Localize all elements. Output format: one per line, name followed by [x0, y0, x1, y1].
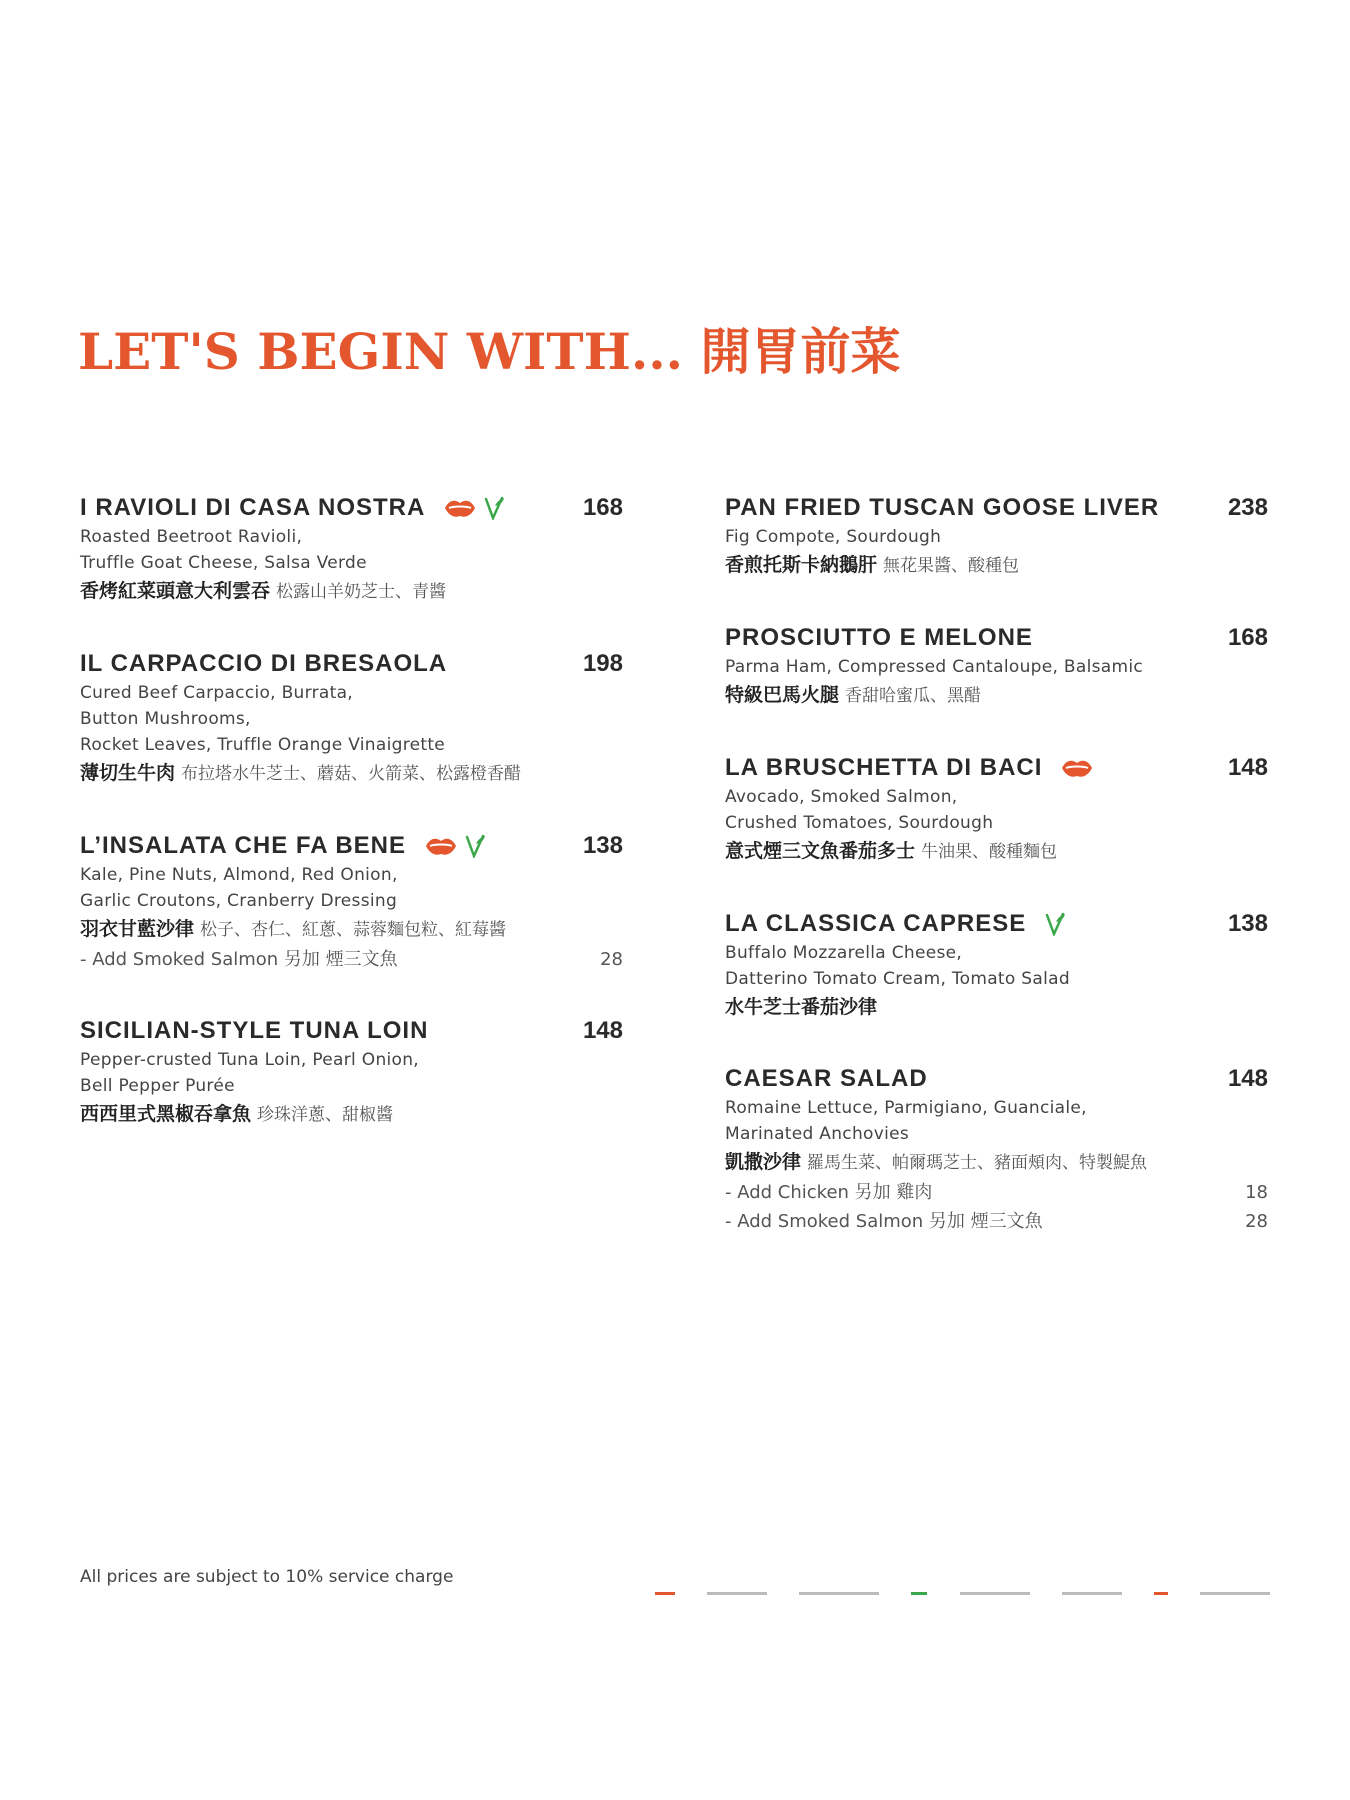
menu-item-description: Romaine Lettuce, Parmigiano, Guanciale, [725, 1098, 1087, 1118]
menu-item-price: 138 [582, 832, 623, 859]
menu-item-header [725, 492, 1268, 524]
menu-item-chinese [80, 576, 623, 607]
menu-item-name-text: PAN FRIED TUSCAN GOOSE LIVER [725, 494, 1160, 521]
dish-icons [424, 834, 486, 858]
menu-item-header [725, 622, 1268, 654]
menu-item-chinese [725, 992, 1268, 1022]
menu-item-description: Truffle Goat Cheese, Salsa Verde [80, 553, 367, 573]
menu-item-description: Fig Compote, Sourdough [725, 527, 942, 547]
menu-item-description: Rocket Leaves, Truffle Orange Vinaigrette [80, 735, 446, 755]
menu-item-price: 148 [1227, 1065, 1268, 1092]
menu-item-header [725, 1063, 1268, 1095]
dish-icons [443, 496, 505, 520]
legend-strip [655, 1590, 1270, 1596]
menu-item-name [725, 908, 1066, 940]
vegetarian-icon [464, 834, 486, 858]
menu-item-name [725, 492, 1159, 524]
menu-item-chinese-name: 水牛芝士番茄沙律 [725, 996, 878, 1018]
menu-item [725, 492, 1268, 581]
menu-item-name [80, 492, 505, 524]
menu-item-chinese-description: 無花果醬、酸種包 [883, 556, 1020, 576]
menu-item-price: 148 [582, 1017, 623, 1044]
dish-icons [1044, 912, 1066, 936]
menu-item-description: Marinated Anchovies [725, 1124, 910, 1144]
menu-item-header [80, 1015, 623, 1047]
menu-item [80, 492, 623, 607]
menu-item [725, 1063, 1268, 1236]
menu-item [725, 752, 1268, 867]
menu-item-chinese [80, 1099, 623, 1130]
menu-item [725, 622, 1268, 711]
lips-icon [443, 497, 477, 519]
menu-item [725, 908, 1268, 1022]
left-column [80, 492, 623, 1171]
menu-item-chinese [725, 680, 1268, 711]
menu-item-header [725, 752, 1268, 784]
menu-item-price: 138 [1227, 910, 1268, 937]
addon-price: 28 [1245, 1211, 1268, 1232]
menu-item-name-text: CAESAR SALAD [725, 1065, 928, 1092]
addon-label: - Add Chicken 另加 雞肉 [725, 1182, 933, 1203]
menu-item-chinese-description: 珍珠洋蔥、甜椒醬 [257, 1105, 394, 1125]
menu-item-chinese-name: 羽衣甘藍沙律 [80, 918, 195, 940]
menu-item-chinese-name: 香烤紅菜頭意大利雲吞 [80, 580, 271, 602]
dish-icons [1060, 757, 1094, 779]
menu-item-description: Crushed Tomatoes, Sourdough [725, 813, 994, 833]
menu-item-chinese-description: 牛油果、酸種麵包 [921, 842, 1058, 862]
menu-item-name-text: SICILIAN-STYLE TUNA LOIN [80, 1017, 429, 1044]
menu-item-chinese-description: 松子、杏仁、紅蔥、蒜蓉麵包粒、紅莓醬 [200, 920, 507, 940]
menu-item [80, 830, 623, 974]
menu-item-description: Parma Ham, Compressed Cantaloupe, Balsamic [725, 657, 1144, 677]
menu-item-description: Cured Beef Carpaccio, Burrata, [80, 683, 354, 703]
menu-item-addon [725, 1178, 1268, 1207]
menu-item-description: Kale, Pine Nuts, Almond, Red Onion, [80, 865, 398, 885]
menu-item-chinese-name: 香煎托斯卡納鵝肝 [725, 554, 878, 576]
menu-item-description: Pepper-crusted Tuna Loin, Pearl Onion, [80, 1050, 420, 1070]
addon-label: - Add Smoked Salmon 另加 煙三文魚 [725, 1211, 1043, 1232]
menu-item [80, 1015, 623, 1130]
service-charge-note: All prices are subject to 10% service charge [80, 1567, 454, 1587]
menu-item-name-text: I RAVIOLI DI CASA NOSTRA [80, 494, 426, 521]
menu-item-price: 238 [1227, 494, 1268, 521]
lips-icon [1060, 757, 1094, 779]
menu-item-chinese [725, 1147, 1268, 1178]
menu-item-name [725, 622, 1033, 654]
menu-item-addon [80, 945, 623, 974]
menu-item-price: 168 [582, 494, 623, 521]
menu-item-chinese-name: 薄切生牛肉 [80, 762, 176, 784]
menu-item-price: 198 [582, 650, 623, 677]
menu-item-chinese-name: 凱撒沙律 [725, 1151, 802, 1173]
menu-item-chinese-description: 香甜哈蜜瓜、黑醋 [845, 686, 982, 706]
menu-item-chinese [80, 914, 623, 945]
menu-item-description: Avocado, Smoked Salmon, [725, 787, 958, 807]
menu-item-chinese-description: 羅馬生菜、帕爾瑪芝士、豬面頰肉、特製鯷魚 [807, 1153, 1148, 1173]
menu-item [80, 648, 623, 789]
addon-price: 18 [1245, 1182, 1268, 1203]
lips-icon [424, 835, 458, 857]
menu-item-header [80, 492, 623, 524]
addon-label: - Add Smoked Salmon 另加 煙三文魚 [80, 949, 398, 970]
menu-item-addon [725, 1207, 1268, 1236]
menu-item-name [725, 752, 1094, 784]
menu-item-description: Bell Pepper Purée [80, 1076, 235, 1096]
menu-item-chinese [80, 758, 623, 789]
menu-item-header [80, 648, 623, 680]
menu-item-description: Datterino Tomato Cream, Tomato Salad [725, 969, 1070, 989]
menu-item-chinese [725, 550, 1268, 581]
menu-item-name [80, 1015, 428, 1047]
menu-item-name-text: L’INSALATA CHE FA BENE [80, 832, 407, 859]
menu-item-chinese-name: 西西里式黑椒吞拿魚 [80, 1103, 252, 1125]
menu-item-price: 148 [1227, 754, 1268, 781]
menu-item-name-text: LA BRUSCHETTA DI BACI [725, 754, 1043, 781]
menu-item-name-text: LA CLASSICA CAPRESE [725, 910, 1027, 937]
menu-item-name [725, 1063, 928, 1095]
menu-item-chinese-name: 意式煙三文魚番茄多士 [725, 840, 916, 862]
right-column [725, 492, 1268, 1277]
menu-item-description: Garlic Croutons, Cranberry Dressing [80, 891, 398, 911]
menu-item-chinese [725, 836, 1268, 867]
menu-item-description: Button Mushrooms, [80, 709, 251, 729]
menu-item-chinese-description: 松露山羊奶芝士、青醬 [276, 582, 447, 602]
menu-item-chinese-name: 特級巴馬火腿 [725, 684, 840, 706]
menu-item-name-text: PROSCIUTTO E MELONE [725, 624, 1033, 651]
menu-item-header [725, 908, 1268, 940]
page-title: LET'S BEGIN WITH... 開胃前菜 [78, 322, 901, 381]
menu-item-name [80, 648, 447, 680]
menu-item-name-text: IL CARPACCIO DI BRESAOLA [80, 650, 448, 677]
menu-item-name [80, 830, 486, 862]
menu-item-header [80, 830, 623, 862]
vegetarian-icon [483, 496, 505, 520]
addon-price: 28 [600, 949, 623, 970]
menu-item-description: Roasted Beetroot Ravioli, [80, 527, 303, 547]
vegetarian-icon [1044, 912, 1066, 936]
menu-item-chinese-description: 布拉塔水牛芝士、蘑菇、火箭菜、松露橙香醋 [181, 764, 522, 784]
menu-item-description: Buffalo Mozzarella Cheese, [725, 943, 963, 963]
menu-item-price: 168 [1227, 624, 1268, 651]
